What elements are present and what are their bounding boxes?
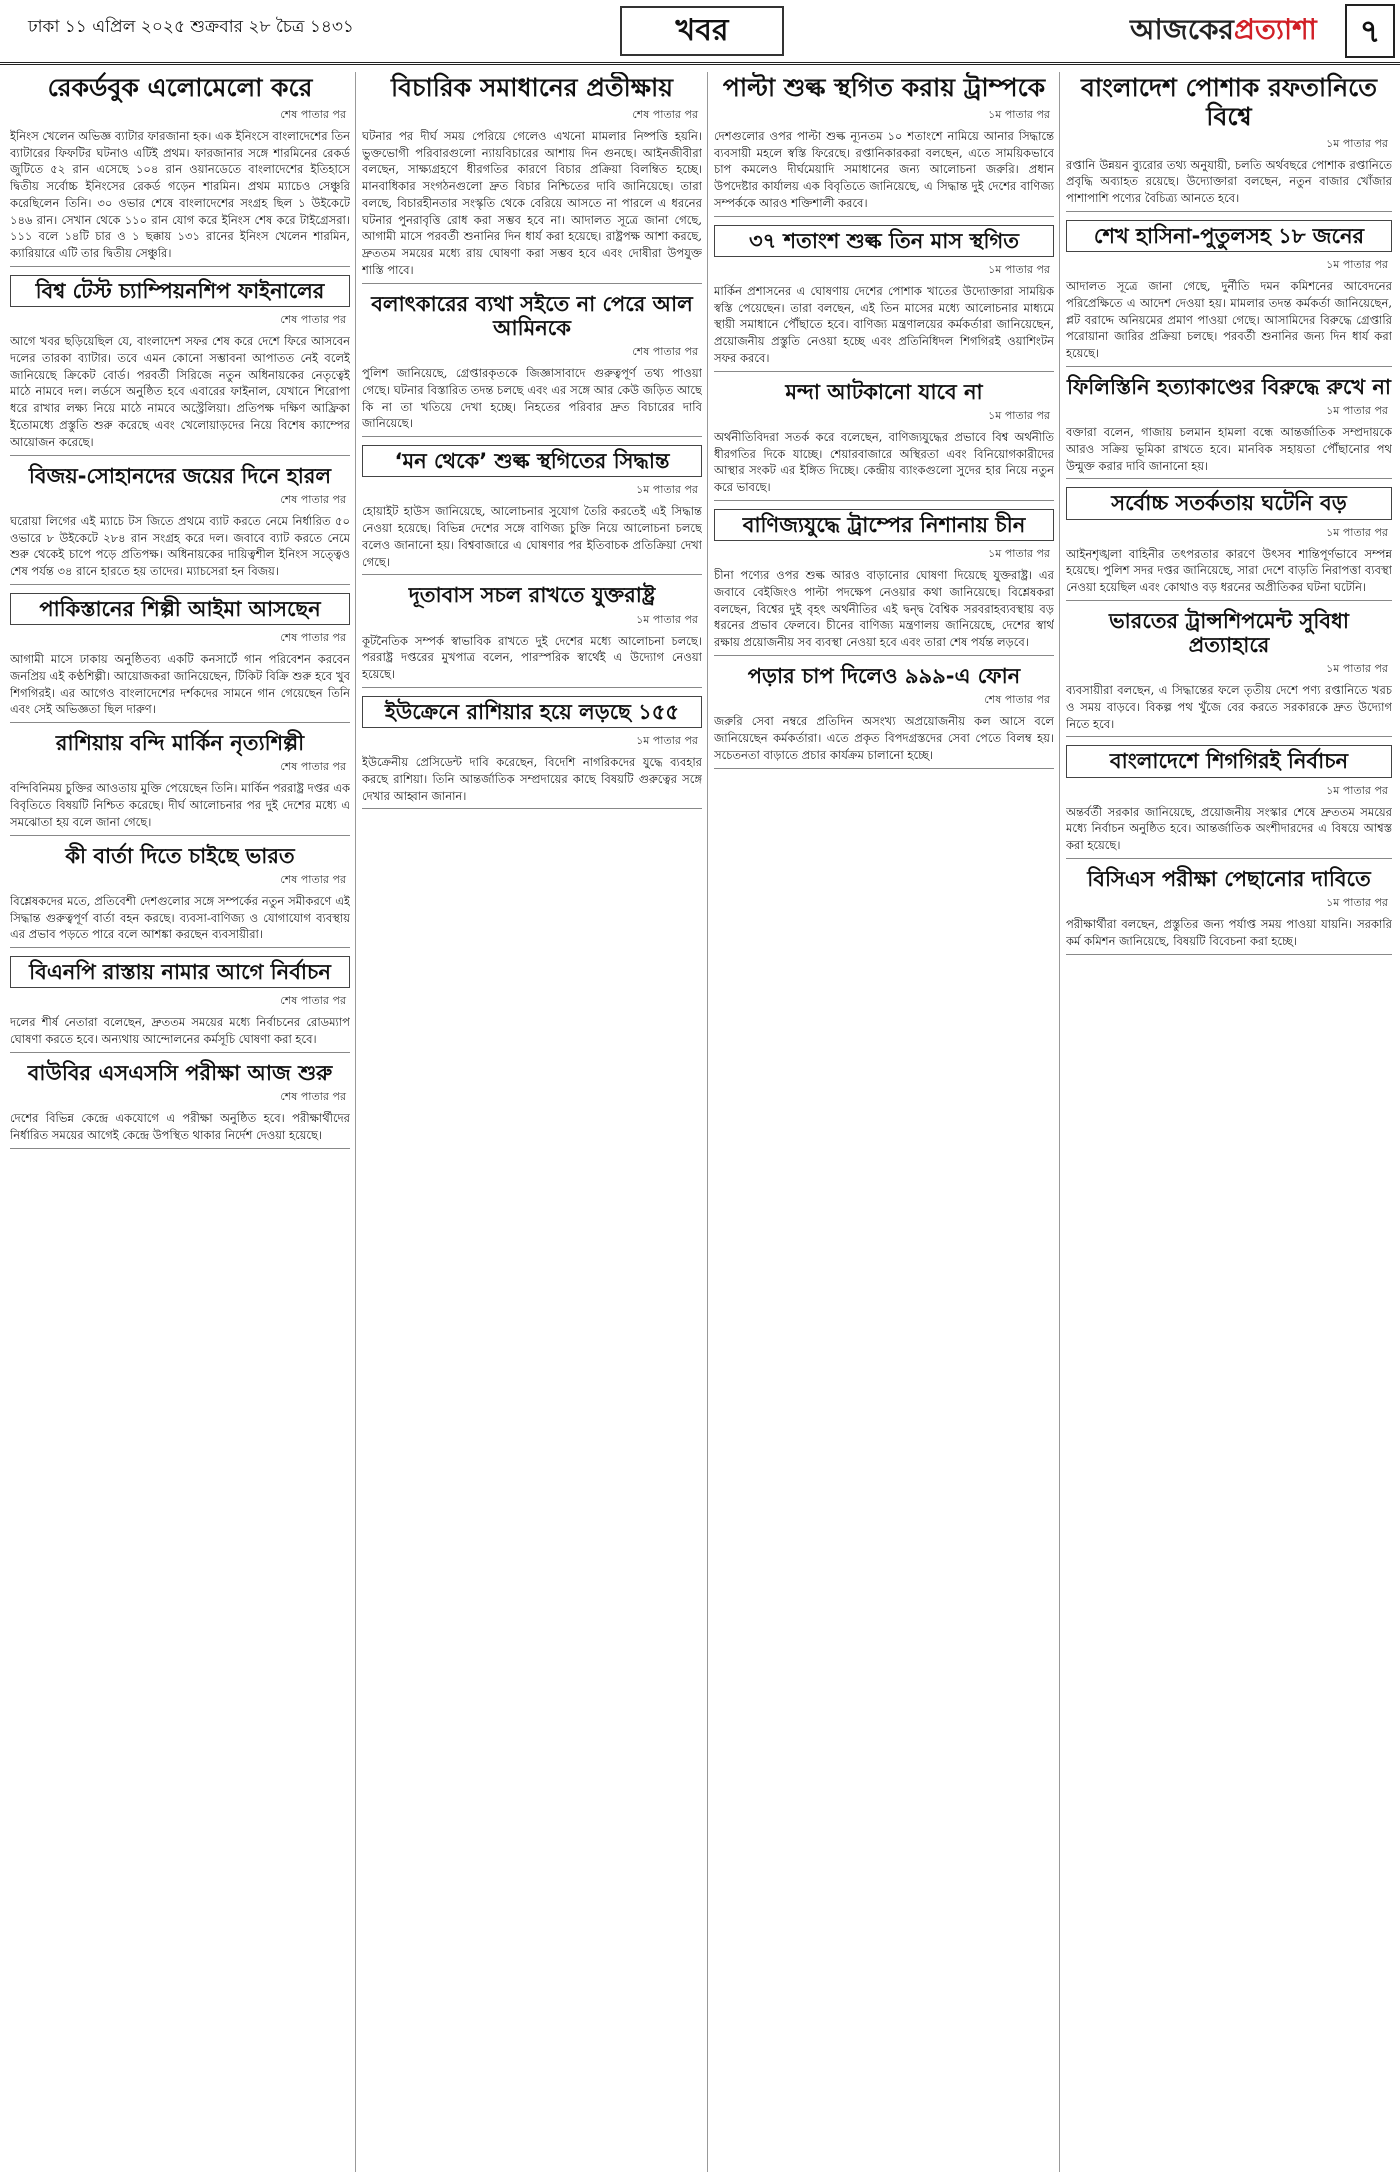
continuation-note: শেষ পাতার পর: [280, 760, 346, 774]
article-body: চীনা পণ্যের ওপর শুল্ক আরও বাড়ানোর ঘোষণা দিয়েছে যুক্তরাষ্ট্র। এর জবাবে বেইজিংও পাল্টা পদক্ষেপ নেওয়ার কথা জানিয়েছে। বিশ্লেষকরা বলছেন, বিশ্বের দুই বৃহৎ অর্থনীতির এই দ্বন্দ্ব বৈশ্বিক সরবরাহব্যবস্থায় বড় ধরনের প্রভাব ফেলবে। চীনের বাণিজ্য মন্ত্রণালয় জানিয়েছে, দেশের স্বার্থ রক্ষায় প্রয়োজনীয় সব ব্যবস্থা নেওয়া হবে এবং তারা শেষ পর্যন্ত লড়বে।: [714, 568, 1054, 650]
article-headline[interactable]: বলাৎকারের ব্যথা সইতে না পেরে আল আমিনকে: [371, 291, 693, 340]
article-headline[interactable]: মন্দা আটকানো যাবে না: [785, 379, 983, 404]
article-headline[interactable]: বাউবির এসএসসি পরীক্ষা আজ শুরু: [27, 1060, 333, 1085]
continuation-note: শেষ পাতার পর: [984, 693, 1050, 707]
continuation-note: শেষ পাতার পর: [280, 994, 346, 1008]
continuation-note: ১ম পাতার পর: [1326, 136, 1388, 150]
issue-date: ঢাকা ১১ এপ্রিল ২০২৫ শুক্রবার ২৮ চৈত্র ১৪৩১: [28, 17, 354, 37]
article-headline[interactable]: ‘মন থেকে’ শুল্ক স্থগিতের সিদ্ধান্ত: [362, 445, 702, 477]
article-headline[interactable]: বিসিএস পরীক্ষা পেছানোর দাবিতে: [1087, 866, 1371, 891]
article-headline[interactable]: ৩৭ শতাংশ শুল্ক তিন মাস স্থগিত: [714, 225, 1054, 257]
article-headline[interactable]: শেখ হাসিনা-পুতুলসহ ১৮ জনের: [1066, 220, 1392, 252]
article-headline[interactable]: ইউক্রেনে রাশিয়ার হয়ে লড়ছে ১৫৫: [362, 696, 702, 728]
continuation-note: ১ম পাতার পর: [988, 262, 1050, 276]
article-headline[interactable]: বিএনপি রাস্তায় নামার আগে নির্বাচন: [10, 956, 350, 988]
article-body: ইনিংস খেলেন অভিজ্ঞ ব্যাটার ফারজানা হক। এক ইনিংসে বাংলাদেশের তিন ব্যাটারের ফিফটির ঘটনাও এটিই প্রথম। ফারজানার সঙ্গে শারমিনের রেকর্ড জুটিতে ৫২ রান এসেছে ১০৪ রান ওয়ানডেতে বাংলাদেশের ইতিহাসে দ্বিতীয় সর্বোচ্চ ইনিংসের রেকর্ড গড়েন শারমিন। প্রথম ম্যাচেও সেঞ্চুরি করেছিলেন তিনি। ৩০ ওভার শেষে বাংলাদেশের সংগ্রহ ছিল ১ উইকেটে ১৪৬ রান। সেখান থেকে ১১০ রান যোগ করে ইনিংস শেষ করে টাইগ্রেসরা। ১১১ বলে ১৪টি চার ও ১ ছক্কায় ১৩১ রানের ইনিংস খেলেন শারমিন, ক্যারিয়ারে এটি তার দ্বিতীয় সেঞ্চুরি।: [10, 128, 350, 261]
article-body: ইউক্রেনীয় প্রেসিডেন্ট দাবি করেছেন, বিদেশি নাগরিকদের যুদ্ধে ব্যবহার করছে রাশিয়া। তিনি আন্তর্জাতিক সম্প্রদায়ের কাছে বিষয়টি গুরুত্বের সঙ্গে দেখার আহ্বান জানান।: [362, 755, 702, 803]
article-headline[interactable]: বাংলাদেশে শিগগিরই নির্বাচন: [1066, 745, 1392, 777]
logo-text-2: প্রত্যাশা: [1233, 13, 1317, 46]
article-body: অর্থনীতিবিদরা সতর্ক করে বলেছেন, বাণিজ্যযুদ্ধের প্রভাবে বিশ্ব অর্থনীতি ধীরগতির দিকে যাচ্ছে। শেয়ারবাজারে অস্থিরতা এবং বিনিয়োগকারীদের আস্থার সংকট এর ইঙ্গিত দিচ্ছে। কেন্দ্রীয় ব্যাংকগুলো সুদের হার নিয়ে নতুন করে ভাবছে।: [714, 429, 1054, 495]
news-article: [10, 956, 350, 1053]
article-headline[interactable]: ভারতের ট্রান্সশিপমেন্ট সুবিধা প্রত্যাহারে: [1109, 608, 1349, 657]
continuation-note: ১ম পাতার পর: [1326, 525, 1388, 539]
continuation-note: ১ম পাতার পর: [636, 734, 698, 748]
article-body: পরীক্ষার্থীরা বলছেন, প্রস্তুতির জন্য পর্যাপ্ত সময় পাওয়া যায়নি। সরকারি কর্ম কমিশন জানিয়েছে, বিষয়টি বিবেচনা করা হচ্ছে।: [1066, 917, 1392, 948]
news-article: [714, 225, 1054, 372]
article-headline[interactable]: বাংলাদেশ পোশাক রফতানিতে বিশ্বে: [1081, 73, 1377, 131]
article-body: ঘরোয়া লিগের এই ম্যাচে টস জিতে প্রথমে ব্যাট করতে নেমে নির্ধারিত ৫০ ওভারে ৮ উইকেটে ২৮৪ রান সংগ্রহ করে দল। জবাবে ব্যাট করতে নেমে শুরু থেকেই চাপে পড়ে প্রতিপক্ষ। অধিনায়কের দায়িত্বশীল ইনিংস সত্ত্বেও শেষ পর্যন্ত ৩৪ রানে হারতে হয় তাদের। ম্যাচসেরা হন বিজয়।: [10, 513, 350, 579]
column-divider: [355, 72, 356, 2172]
news-article: [10, 74, 350, 267]
article-body: বিশ্লেষকদের মতে, প্রতিবেশী দেশগুলোর সঙ্গে সম্পর্কের নতুন সমীকরণে এই সিদ্ধান্ত গুরুত্বপূর্ণ বার্তা বহন করছে। ব্যবসা-বাণিজ্য ও যোগাযোগ ব্যবস্থায় এর প্রভাব পড়তে পারে বলে আশঙ্কা করছেন ব্যবসায়ীরা।: [10, 893, 350, 942]
news-article: [1066, 609, 1392, 738]
continuation-note: শেষ পাতার পর: [632, 345, 698, 359]
article-body: অন্তর্বর্তী সরকার জানিয়েছে, প্রয়োজনীয় সংস্কার শেষে দ্রুততম সময়ের মধ্যে নির্বাচন অনুষ্ঠিত হবে। আন্তর্জাতিক অংশীদারদের এ বিষয়ে আশ্বস্ত করা হয়েছে।: [1066, 804, 1392, 853]
news-article: [362, 445, 702, 575]
article-headline[interactable]: ফিলিস্তিনি হত্যাকাণ্ডের বিরুদ্ধে রুখে না: [1066, 374, 1392, 399]
article-body: হোয়াইট হাউস জানিয়েছে, আলোচনার সুযোগ তৈরি করতেই এই সিদ্ধান্ত নেওয়া হয়েছে। বিভিন্ন দেশের সঙ্গে বাণিজ্য চুক্তি নিয়ে আলোচনা চলছে বলেও জানানো হয়। বিশ্ববাজারে এ ঘোষণার পর ইতিবাচক প্রতিক্রিয়া দেখা গেছে।: [362, 504, 702, 569]
continuation-note: ১ম পাতার পর: [1326, 662, 1388, 676]
continuation-note: ১ম পাতার পর: [988, 408, 1050, 422]
article-body: আগে খবর ছড়িয়েছিল যে, বাংলাদেশ সফর শেষ করে দেশে ফিরে আসবেন দলের তারকা ব্যাটার। তবে এমন কোনো সম্ভাবনা আপাতত নেই বলেই জানিয়েছে ক্রিকেট বোর্ড। পরবর্তী সিরিজে নতুন অধিনায়কের নেতৃত্বেই মাঠে নামবে দল। লর্ডসে অনুষ্ঠিত হবে এবারের ফাইনাল, যেখানে শিরোপা ধরে রাখার লক্ষ্য নিয়ে মাঠে নামবে অস্ট্রেলিয়া। প্রতিপক্ষ দক্ষিণ আফ্রিকা ইতোমধ্যে প্রস্তুতি শুরু করেছে এবং খেলোয়াড়দের নিয়ে বিশেষ ক্যাম্পের আয়োজন করেছে।: [10, 334, 350, 449]
article-body: ঘটনার পর দীর্ঘ সময় পেরিয়ে গেলেও এখনো মামলার নিষ্পত্তি হয়নি। ভুক্তভোগী পরিবারগুলো ন্যায়বিচারের আশায় দিন গুনছে। আইনজীবীরা বলছেন, সাক্ষ্যগ্রহণে ধীরগতির কারণে বিচার প্রক্রিয়া বিলম্বিত হচ্ছে। মানবাধিকার সংগঠনগুলো দ্রুত বিচার নিশ্চিতের দাবি জানিয়েছে। তারা বলছে, বিচারহীনতার সংস্কৃতি থেকে বেরিয়ে আসতে না পারলে এ ধরনের ঘটনার পুনরাবৃত্তি রোধ করা সম্ভব হবে না। আদালত সূত্রে জানা গেছে, আগামী মাসে পরবর্তী শুনানির দিন ধার্য করা হয়েছে। রাষ্ট্রপক্ষ আশা করছে, দ্রুততম সময়ের মধ্যে রায় ঘোষণা করা সম্ভব হবে এবং দোষীরা উপযুক্ত শাস্তি পাবে।: [362, 128, 702, 277]
news-article: [10, 464, 350, 585]
article-headline[interactable]: পাকিস্তানের শিল্পী আইমা আসছেন: [10, 593, 350, 625]
column-4: [1066, 72, 1392, 2172]
news-article: [1066, 487, 1392, 600]
article-headline[interactable]: পাল্টা শুল্ক স্থগিত করায় ট্রাম্পকে: [722, 73, 1046, 102]
column-divider: [707, 72, 708, 2172]
news-article: [714, 664, 1054, 768]
news-article: [362, 696, 702, 809]
article-body: রপ্তানি উন্নয়ন ব্যুরোর তথ্য অনুযায়ী, চলতি অর্থবছরে পোশাক রপ্তানিতে প্রবৃদ্ধি অব্যাহত রয়েছে। উদ্যোক্তারা বলছেন, নতুন বাজার খোঁজার পাশাপাশি পণ্যের বৈচিত্র্য আনতে হবে।: [1066, 157, 1392, 206]
news-article: [1066, 745, 1392, 858]
article-headline[interactable]: রাশিয়ায় বন্দি মার্কিন নৃত্যশিল্পী: [55, 731, 305, 756]
continuation-note: শেষ পাতার পর: [280, 492, 346, 506]
article-body: বক্তারা বলেন, গাজায় চলমান হামলা বন্ধে আন্তর্জাতিক সম্প্রদায়কে আরও সক্রিয় ভূমিকা রাখতে হবে। মানবিক সহায়তা পৌঁছানোর পথ উন্মুক্ত করার দাবি জানানো হয়।: [1066, 425, 1392, 473]
article-headline[interactable]: বিশ্ব টেস্ট চ্যাম্পিয়নশিপ ফাইনালের: [10, 275, 350, 307]
continuation-note: শেষ পাতার পর: [280, 1089, 346, 1103]
article-body: কূটনৈতিক সম্পর্ক স্বাভাবিক রাখতে দুই দেশের মধ্যে আলোচনা চলছে। পররাষ্ট্র দপ্তরের মুখপাত্র বলেন, পারস্পরিক স্বার্থেই এ উদ্যোগ নেওয়া হয়েছে।: [362, 633, 702, 682]
news-article: [714, 74, 1054, 217]
continuation-note: ১ম পাতার পর: [1326, 896, 1388, 910]
column-2: [362, 72, 702, 2172]
article-body: বন্দিবিনিময় চুক্তির আওতায় মুক্তি পেয়েছেন তিনি। মার্কিন পররাষ্ট্র দপ্তর এক বিবৃতিতে বিষয়টি নিশ্চিত করেছে। দীর্ঘ আলোচনার পর দুই দেশের মধ্যে এ সমঝোতা হয় বলে জানা গেছে।: [10, 781, 350, 829]
logo-text-1: আজকের: [1130, 13, 1234, 46]
continuation-note: শেষ পাতার পর: [632, 107, 698, 121]
column-1: [10, 72, 350, 2172]
article-headline[interactable]: বাণিজ্যযুদ্ধে ট্রাম্পের নিশানায় চীন: [714, 509, 1054, 541]
article-body: আদালত সূত্রে জানা গেছে, দুর্নীতি দমন কমিশনের আবেদনের পরিপ্রেক্ষিতে এ আদেশ দেওয়া হয়। মামলার তদন্ত কর্মকর্তা জানিয়েছেন, প্লট বরাদ্দে অনিয়মের প্রমাণ পাওয়া গেছে। আসামিদের বিরুদ্ধে গ্রেপ্তারি পরোয়ানা জারির প্রক্রিয়া চলছে। পরবর্তী শুনানির জন্য দিন ধার্য করা হয়েছে।: [1066, 278, 1392, 361]
news-article: [10, 275, 350, 456]
article-body: ব্যবসায়ীরা বলছেন, এ সিদ্ধান্তের ফলে তৃতীয় দেশে পণ্য রপ্তানিতে খরচ ও সময় বাড়বে। বিকল্প পথ খুঁজে বের করতে সরকারকে দ্রুত উদ্যোগ নিতে হবে।: [1066, 683, 1392, 731]
continuation-note: ১ম পাতার পর: [1326, 257, 1388, 271]
continuation-note: ১ম পাতার পর: [636, 483, 698, 497]
article-headline[interactable]: বিজয়-সোহানদের জয়ের দিনে হারল: [28, 463, 332, 488]
article-body: দলের শীর্ষ নেতারা বলেছেন, দ্রুততম সময়ের মধ্যে নির্বাচনের রোডম্যাপ ঘোষণা করতে হবে। অন্যথায় আন্দোলনের কর্মসূচি ঘোষণা করা হবে।: [10, 1015, 350, 1047]
continuation-note: ১ম পাতার পর: [1326, 404, 1388, 418]
continuation-note: ১ম পাতার পর: [988, 107, 1050, 121]
article-body: মার্কিন প্রশাসনের এ ঘোষণায় দেশের পোশাক খাতের উদ্যোক্তারা সাময়িক স্বস্তি পেয়েছেন। তারা বলছেন, এই তিন মাসের মধ্যে আলোচনার মাধ্যমে স্থায়ী সমাধানে পৌঁছাতে হবে। বাণিজ্য মন্ত্রণালয়ের কর্মকর্তারা জানিয়েছেন, প্রয়োজনীয় প্রস্তুতি নেওয়া হচ্ছে এবং প্রতিনিধিদল শিগগিরই ওয়াশিংটন সফর করবে।: [714, 283, 1054, 365]
continuation-note: শেষ পাতার পর: [280, 631, 346, 645]
newspaper-logo: [1130, 8, 1317, 55]
article-body: জরুরি সেবা নম্বরে প্রতিদিন অসংখ্য অপ্রয়োজনীয় কল আসে বলে জানিয়েছেন কর্মকর্তারা। এতে প্রকৃত বিপদগ্রস্তদের সেবা পেতে বিলম্ব হয়। সচেতনতা বাড়াতে প্রচার কার্যক্রম চালানো হচ্ছে।: [714, 714, 1054, 762]
column-3: [714, 72, 1054, 2172]
article-body: আগামী মাসে ঢাকায় অনুষ্ঠিতব্য একটি কনসার্টে গান পরিবেশন করবেন জনপ্রিয় এই কণ্ঠশিল্পী। আয়োজকরা জানিয়েছেন, টিকিট বিক্রি শুরু হবে খুব শিগগিরই। এর আগেও বাংলাদেশের দর্শকদের সামনে গান গেয়েছেন তিনি এবং সেই অভিজ্ঞতা ছিল দারুণ।: [10, 652, 350, 717]
article-headline[interactable]: পড়ার চাপ দিলেও ৯৯৯-এ ফোন: [747, 664, 1021, 689]
article-headline[interactable]: বিচারিক সমাধানের প্রতীক্ষায়: [390, 73, 674, 102]
article-body: দেশের বিভিন্ন কেন্দ্রে একযোগে এ পরীক্ষা অনুষ্ঠিত হবে। পরীক্ষার্থীদের নির্ধারিত সময়ের আগেই কেন্দ্রে উপস্থিত থাকার নির্দেশ দেওয়া হয়েছে।: [10, 1110, 350, 1142]
article-headline[interactable]: রেকর্ডবুক এলোমেলো করে: [47, 73, 313, 102]
article-body: আইনশৃঙ্খলা বাহিনীর তৎপরতার কারণে উৎসব শান্তিপূর্ণভাবে সম্পন্ন হয়েছে। পুলিশ সদর দপ্তর জানিয়েছে, সারা দেশে বাড়তি নিরাপত্তা ব্যবস্থা নেওয়া হয়েছিল এবং কোথাও বড় ধরনের অপ্রীতিকর ঘটনা ঘটেনি।: [1066, 546, 1392, 595]
news-article: [10, 731, 350, 835]
continuation-note: শেষ পাতার পর: [280, 313, 346, 327]
page-number: ৭: [1345, 4, 1395, 58]
continuation-note: ১ম পাতার পর: [988, 547, 1050, 561]
continuation-note: ১ম পাতার পর: [1326, 783, 1388, 797]
section-title: খবর: [620, 6, 784, 56]
article-body: দেশগুলোর ওপর পাল্টা শুল্ক ন্যূনতম ১০ শতাংশে নামিয়ে আনার সিদ্ধান্তে ব্যবসায়ী মহলে স্বস্তি ফিরেছে। রপ্তানিকারকরা বলছেন, এতে সাময়িকভাবে চাপ কমলেও দীর্ঘমেয়াদি সমাধানের জন্য আলোচনা জরুরি। প্রধান উপদেষ্টার কার্যালয় এক বিবৃতিতে জানিয়েছে, এ সিদ্ধান্ত দুই দেশের বাণিজ্য সম্পর্ককে আরও শক্তিশালী করবে।: [714, 128, 1054, 210]
news-article: [10, 844, 350, 948]
column-divider: [1059, 72, 1060, 2172]
news-article: [1066, 74, 1392, 212]
continuation-note: শেষ পাতার পর: [280, 107, 346, 121]
news-article: [10, 593, 350, 723]
news-article: [1066, 375, 1392, 479]
continuation-note: ১ম পাতার পর: [636, 612, 698, 626]
news-article: [362, 292, 702, 437]
article-headline[interactable]: দূতাবাস সচল রাখতে যুক্তরাষ্ট্র: [408, 583, 656, 608]
news-article: [1066, 220, 1392, 367]
news-article: [1066, 867, 1392, 955]
news-article: [714, 509, 1054, 656]
news-article: [362, 583, 702, 687]
continuation-note: শেষ পাতার পর: [280, 872, 346, 886]
news-article: [362, 74, 702, 284]
news-article: [10, 1061, 350, 1149]
news-article: [714, 380, 1054, 501]
page-header: [0, 0, 1400, 65]
article-body: পুলিশ জানিয়েছে, গ্রেপ্তারকৃতকে জিজ্ঞাসাবাদে গুরুত্বপূর্ণ তথ্য পাওয়া গেছে। ঘটনার বিস্তারিত তদন্ত চলছে এবং এর সঙ্গে আর কেউ জড়িত আছে কি না তা খতিয়ে দেখা হচ্ছে। নিহতের পরিবার দ্রুত বিচারের দাবি জানিয়েছে।: [362, 366, 702, 431]
article-headline[interactable]: সর্বোচ্চ সতর্কতায় ঘটেনি বড়: [1066, 487, 1392, 519]
article-headline[interactable]: কী বার্তা দিতে চাইছে ভারত: [65, 843, 295, 868]
